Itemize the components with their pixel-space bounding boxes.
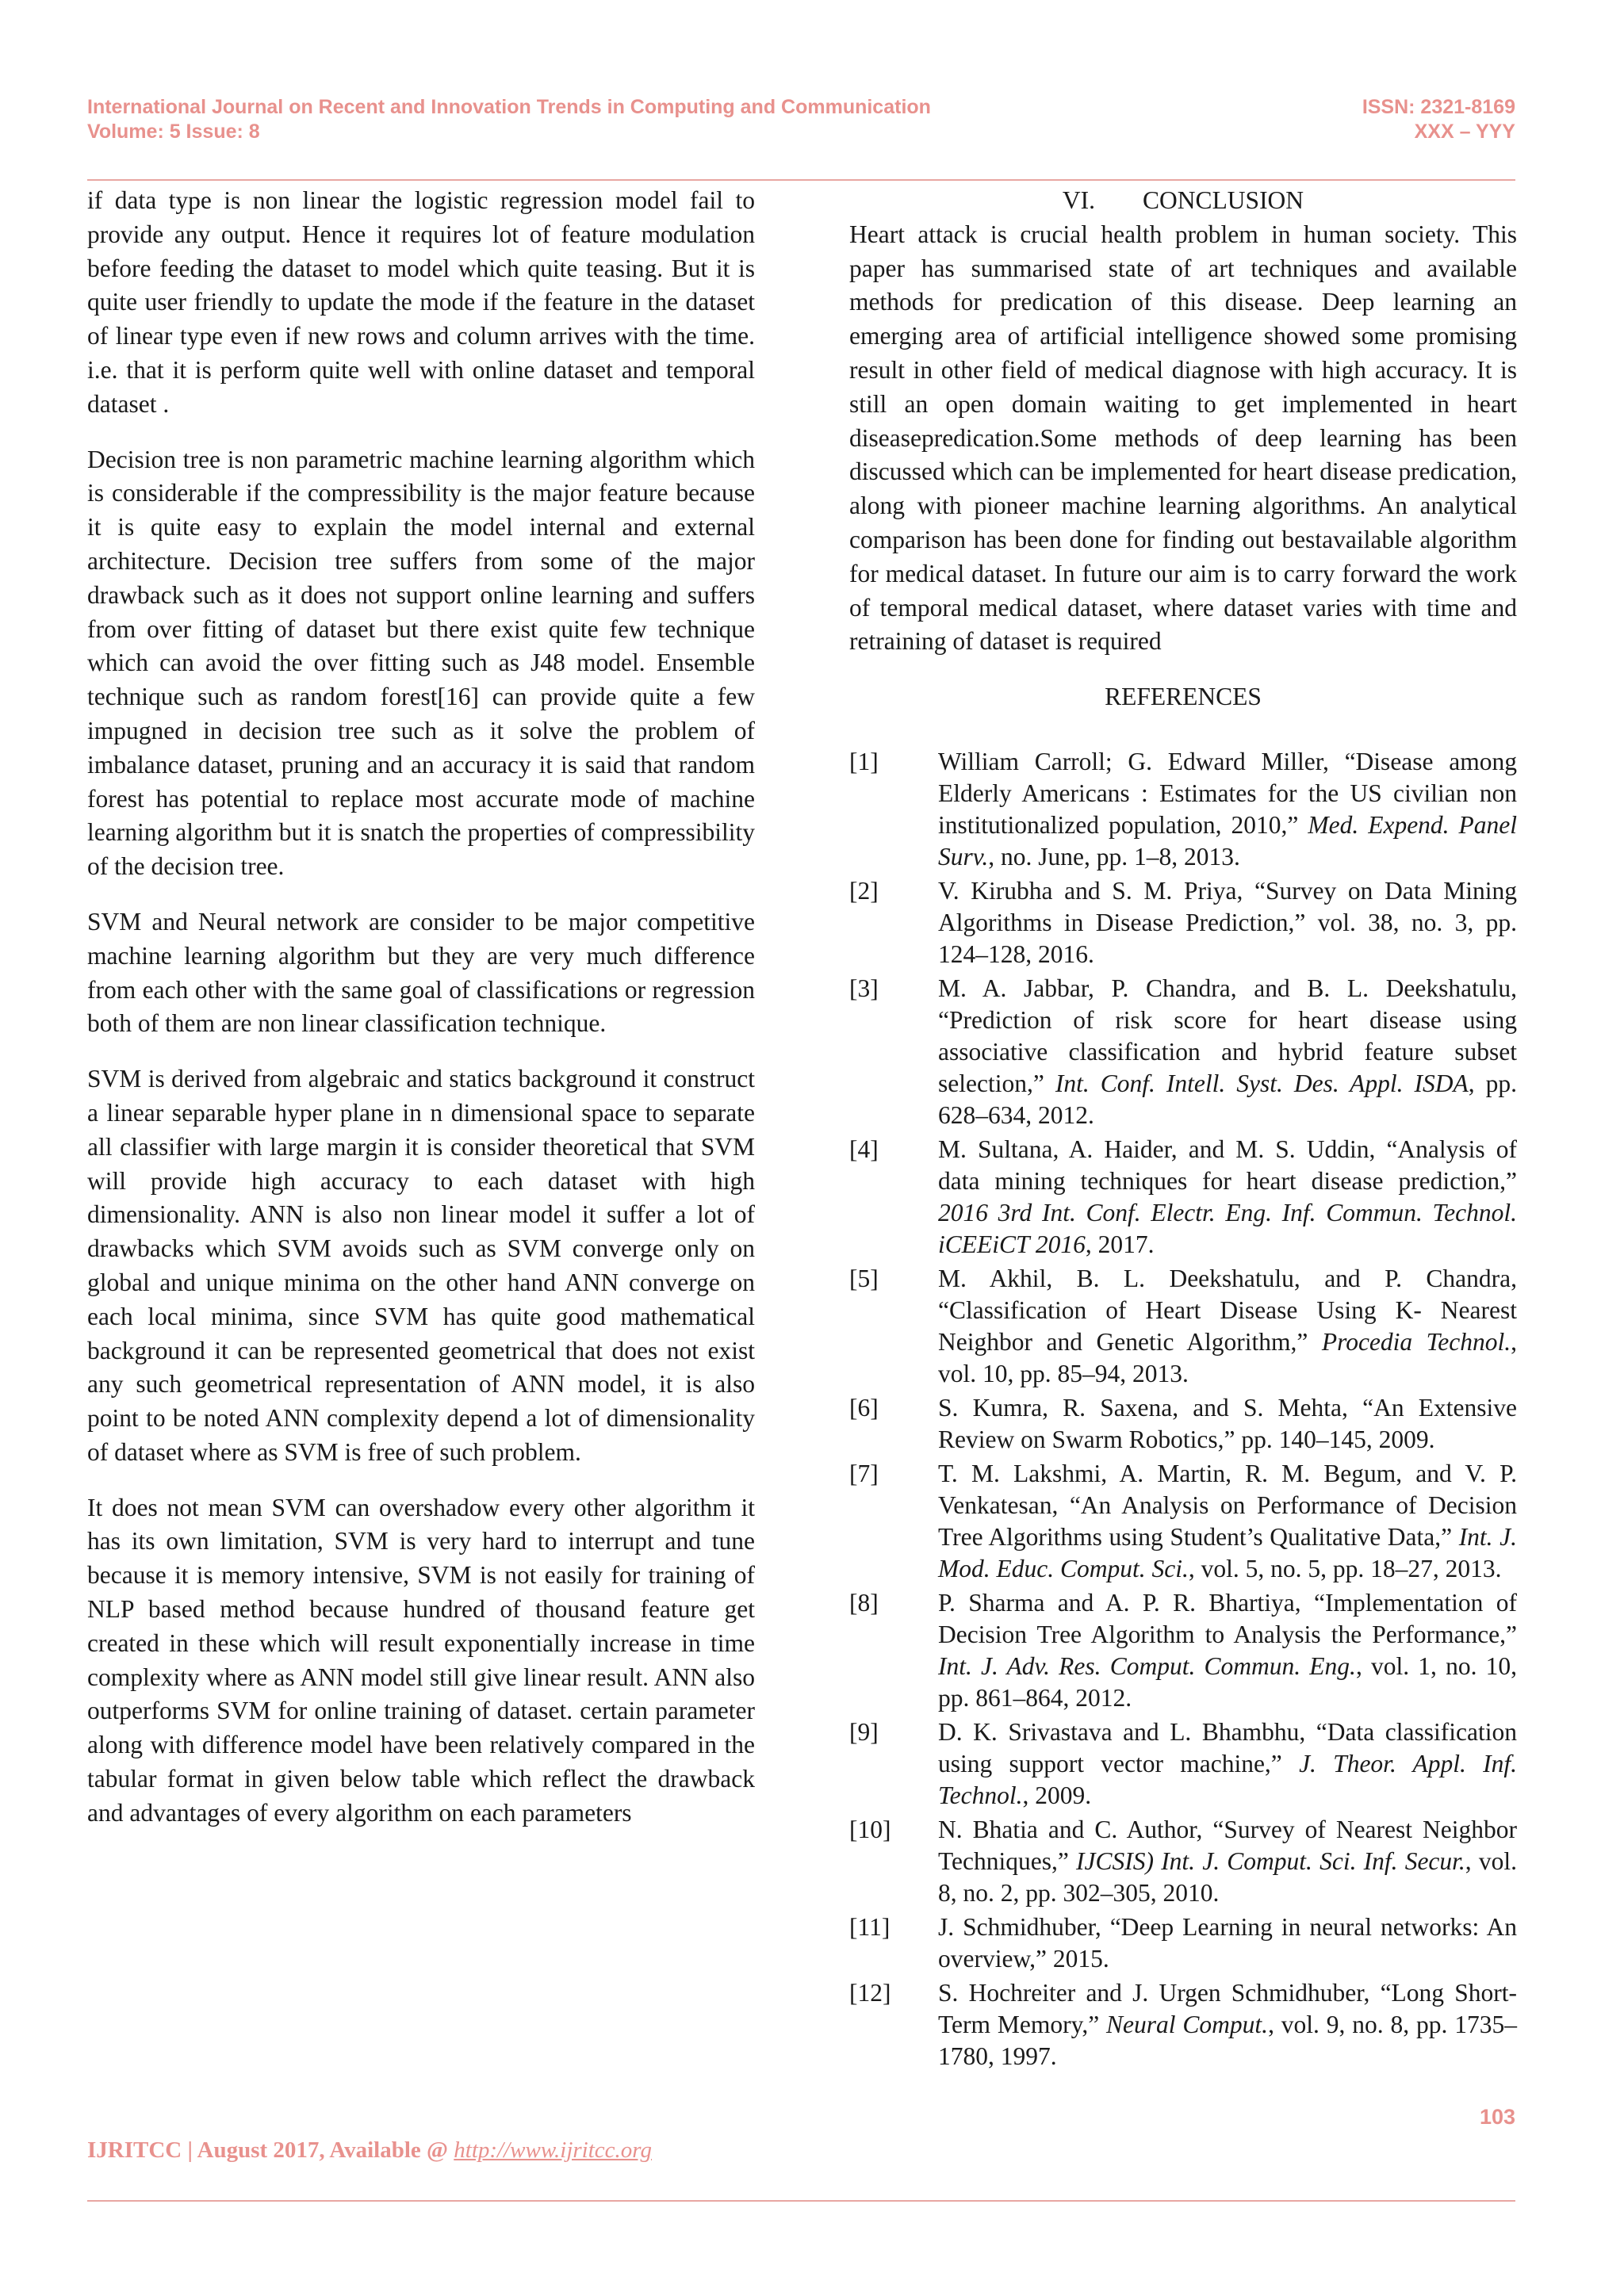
section-title: CONCLUSION xyxy=(1143,186,1304,214)
conclusion-paragraph: Heart attack is crucial health problem in human society. This paper has summarised state of art techniques and available methods for predication of this disease. Deep learning an emerging area of artificial intelligence showed some promising result in other field of medical diagnose with high accuracy. It is still an open domain waiting to get implemented in heart diseasepredication.Some methods of deep learning has been discussed which can be implemented for heart disease predication, along with pioneer machine learning algorithms. An analytical comparison has been done for finding out bestavailable algorithm for medical dataset. In future our aim is to carry forward the work of temporal medical dataset, where dataset varies with time and retraining of dataset is required xyxy=(849,220,1517,656)
reference-number: [11] xyxy=(849,1912,891,1941)
left-column xyxy=(87,184,755,1852)
reference-item xyxy=(849,1458,1517,1585)
reference-venue: 2016 3rd Int. Conf. Electr. Eng. Inf. Commun. Technol. iCEEiCT 2016 xyxy=(938,1198,1517,1258)
reference-text: S. Hochreiter and J. Urgen Schmidhuber, “Long Short-Term Memory,” Neural Comput., vol. 9, no. 8, pp. 1735–1780, 1997. xyxy=(938,1978,1518,2070)
reference-item xyxy=(849,1716,1517,1812)
reference-venue: J. Theor. Appl. Inf. Technol. xyxy=(938,1749,1517,1809)
reference-venue: Procedia Technol. xyxy=(1321,1327,1511,1356)
reference-venue: Int. J. Adv. Res. Comput. Commun. Eng. xyxy=(938,1651,1356,1680)
reference-item xyxy=(849,875,1517,970)
reference-text: S. Kumra, R. Saxena, and S. Mehta, “An Extensive Review on Swarm Robotics,” pp. 140–145, 2009. xyxy=(938,1393,1517,1453)
reference-text: M. Sultana, A. Haider, and M. S. Uddin, “Analysis of data mining techniques for heart disease prediction,” 2016 3rd Int. Conf. Electr. Eng. Inf. Commun. Technol. iCEEiCT 2016, 2017. xyxy=(938,1135,1517,1258)
reference-item xyxy=(849,1911,1517,1975)
running-header-right xyxy=(1362,95,1515,144)
reference-item xyxy=(849,1814,1517,1909)
right-column xyxy=(849,184,1517,2075)
journal-issn: ISSN: 2321-8169 xyxy=(1362,96,1515,118)
section-heading xyxy=(849,184,1517,218)
reference-number: [2] xyxy=(849,876,879,905)
reference-item xyxy=(849,1392,1517,1456)
reference-venue: IJCSIS) Int. J. Comput. Sci. Inf. Secur. xyxy=(1076,1846,1465,1875)
reference-text: N. Bhatia and C. Author, “Survey of Nearest Neighbor Techniques,” IJCSIS) Int. J. Comput. Sci. Inf. Secur., vol. 8, no. 2, pp. 302–305, 2010. xyxy=(938,1815,1517,1907)
reference-number: [5] xyxy=(849,1264,879,1292)
reference-item xyxy=(849,973,1517,1131)
reference-item xyxy=(849,1263,1517,1390)
body-paragraph: SVM and Neural network are consider to be major competitive machine learning algorithm but they are very much difference from each other with the same goal of classifications or regression both of them are non linear classification technique. xyxy=(87,907,755,1038)
body-paragraph: It does not mean SVM can overshadow every other algorithm it has its own limitation, SVM is very hard to interrupt and tune because it is memory intensive, SVM is not easily for training of NLP based method because hundred of thousand feature get created in these which will result exponentially increase in time complexity where as ANN model still give linear result. ANN also outperforms SVM for online training of dataset. certain parameter along with difference model have been relatively compared in the tabular format in given below table which reflect the drawback and advantages of every algorithm on each parameters xyxy=(87,1493,755,1827)
page-footer xyxy=(87,2137,652,2164)
running-header-left xyxy=(87,95,931,144)
reference-venue: Neural Comput. xyxy=(1106,2010,1269,2038)
reference-list xyxy=(849,746,1517,2072)
body-paragraph: Decision tree is non parametric machine learning algorithm which is considerable if the compressibility is the major feature because it is quite easy to explain the model internal and external architecture. Decision tree suffers from some of the major drawback such as it does not support online learning and suffers from over fitting of dataset but there exist quite few technique which can avoid the over fitting such as J48 model. Ensemble technique such as random forest[16] can provide quite a few impugned in decision tree such as it solve the problem of imbalance dataset, pruning and an accuracy it is said that random forest has potential to replace most accurate mode of machine learning algorithm but it is snatch the properties of compressibility of the decision tree. xyxy=(87,445,755,881)
reference-text: D. K. Srivastava and L. Bhambhu, “Data classification using support vector machine,” J. Theor. Appl. Inf. Technol., 2009. xyxy=(938,1717,1517,1809)
footer-divider xyxy=(87,2200,1515,2202)
reference-text: M. Akhil, B. L. Deekshatulu, and P. Chandra, “Classification of Heart Disease Using K- Nearest Neighbor and Genetic Algorithm,” Procedia Technol., vol. 10, pp. 85–94, 2013. xyxy=(938,1264,1518,1387)
reference-item xyxy=(849,1977,1517,2072)
reference-number: [8] xyxy=(849,1588,879,1617)
reference-text: T. M. Lakshmi, A. Martin, R. M. Begum, and V. P. Venkatesan, “An Analysis on Performance of Decision Tree Algorithms using Student’s Qualitative Data,” Int. J. Mod. Educ. Comput. Sci., vol. 5, no. 5, pp. 18–27, 2013. xyxy=(938,1459,1517,1582)
reference-number: [3] xyxy=(849,974,879,1002)
section-number: VI. xyxy=(1062,186,1096,214)
journal-volume: Volume: 5 Issue: 8 xyxy=(87,121,260,143)
reference-text: William Carroll; G. Edward Miller, “Disease among Elderly Americans : Estimates for the US civilian non institutionalized population, 2010,” Med. Expend. Panel Surv., no. June, pp. 1–8, 2013. xyxy=(938,747,1518,871)
reference-venue: Med. Expend. Panel Surv. xyxy=(938,810,1518,871)
header-divider xyxy=(87,179,1515,181)
page-number: 103 xyxy=(1479,2105,1515,2129)
reference-number: [1] xyxy=(849,747,879,775)
reference-text: M. A. Jabbar, P. Chandra, and B. L. Deekshatulu, “Prediction of risk score for heart disease using associative classification and hybrid feature subset selection,” Int. Conf. Intell. Syst. Des. Appl. ISDA, pp. 628–634, 2012. xyxy=(938,974,1518,1129)
reference-venue: Int. Conf. Intell. Syst. Des. Appl. ISDA xyxy=(1055,1069,1469,1097)
references-heading: REFERENCES xyxy=(1105,683,1262,711)
journal-website-link[interactable]: http://www.ijritcc.org xyxy=(454,2137,652,2163)
reference-number: [10] xyxy=(849,1815,891,1843)
reference-item xyxy=(849,746,1517,873)
reference-text: V. Kirubha and S. M. Priya, “Survey on Data Mining Algorithms in Disease Prediction,” vol. 38, no. 3, pp. 124–128, 2016. xyxy=(938,876,1517,968)
body-paragraph: SVM is derived from algebraic and statics background it construct a linear separable hyper plane in n dimensional space to separate all classifier with large margin it is consider theoretical that SVM will provide high accuracy to each dataset with high dimensionality. ANN is also non linear model it suffer a lot of drawbacks which SVM avoids such as SVM converge only on global and unique minima on the other hand ANN converge on each local minima, since SVM has quite good mathematical background it can be represented geometrical that does not exist any such geometrical representation of ANN model, it is also point to be noted ANN complexity depend a lot of dimensionality of dataset where as SVM is free of such problem. xyxy=(87,1065,755,1466)
reference-number: [4] xyxy=(849,1135,879,1163)
page-range: XXX – YYY xyxy=(1414,121,1515,143)
body-paragraph: if data type is non linear the logistic regression model fail to provide any output. Hence it requires lot of feature modulation before feeding the dataset to model which quite teasing. But it is quite user friendly to update the mode if the feature in the dataset of linear type even if new rows and column arrives with the time. i.e. that it is perform quite well with online dataset and temporal dataset . xyxy=(87,186,755,418)
reference-number: [7] xyxy=(849,1459,879,1487)
reference-number: [9] xyxy=(849,1717,879,1746)
reference-text: J. Schmidhuber, “Deep Learning in neural networks: An overview,” 2015. xyxy=(938,1912,1517,1973)
reference-number: [6] xyxy=(849,1393,879,1422)
reference-item xyxy=(849,1587,1517,1714)
reference-item xyxy=(849,1134,1517,1261)
footer-text: IJRITCC | August 2017, Available @ xyxy=(87,2137,454,2163)
reference-number: [12] xyxy=(849,1978,891,2007)
journal-title: International Journal on Recent and Innovation Trends in Computing and Communication xyxy=(87,96,931,118)
reference-venue: Int. J. Mod. Educ. Comput. Sci. xyxy=(938,1522,1517,1582)
reference-text: P. Sharma and A. P. R. Bhartiya, “Implementation of Decision Tree Algorithm to Analysis the Performance,” Int. J. Adv. Res. Comput. Commun. Eng., vol. 1, no. 10, pp. 861–864, 2012. xyxy=(938,1588,1517,1712)
